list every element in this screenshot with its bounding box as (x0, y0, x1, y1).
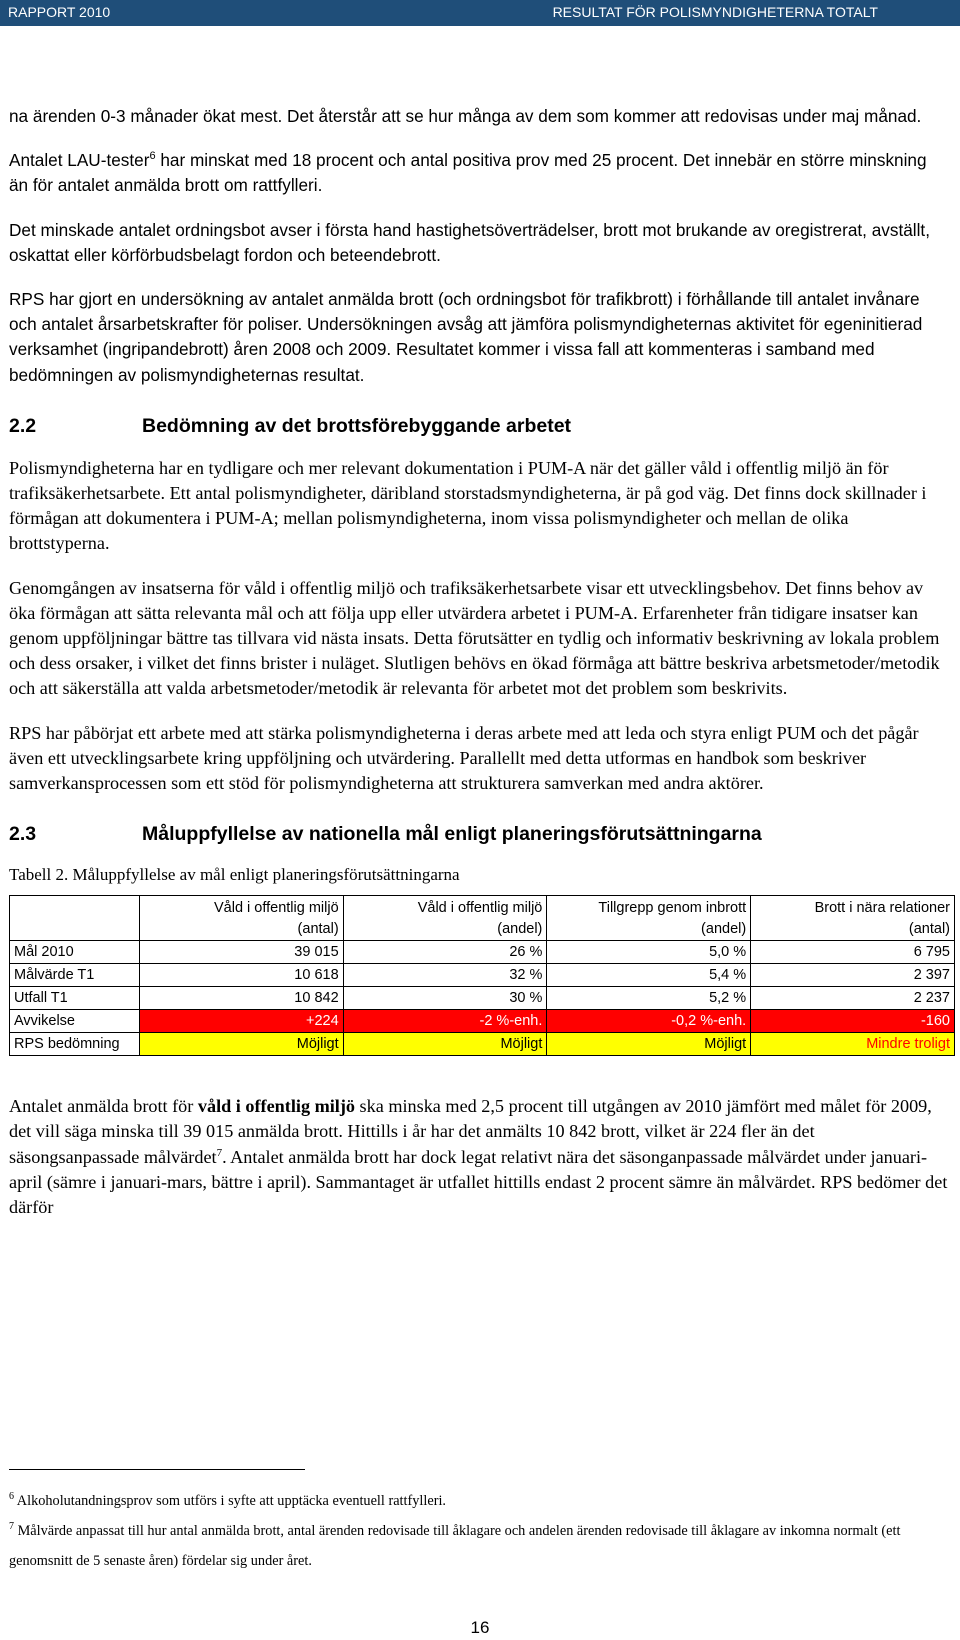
table-cell: 10 618 (139, 964, 343, 987)
paragraph-lau (9, 148, 949, 198)
text-run: ska minska med 2,5 procent till utgången av 2010 jämfört med målet för 2009, det vill säga minska till 39 015 anmälda brott. Hittills i år har det anmälts 10 842 brott, vilket är 224 fler än det säsongsanpassade målvärdet (9, 1096, 932, 1167)
assessment-cell: Möjligt (343, 1033, 547, 1056)
deviation-cell: +224 (139, 1010, 343, 1033)
header-line: Brott i nära relationer (814, 900, 950, 917)
column-header (343, 896, 547, 941)
header-line: (antal) (908, 921, 950, 938)
section-number: 2.3 (9, 823, 37, 846)
section-heading-2-2 (9, 414, 949, 438)
table-cell: 5,2 % (547, 987, 751, 1010)
goals-table (9, 895, 955, 1056)
table-cell: 26 % (343, 941, 547, 964)
paragraph-documentation: Polismyndigheterna har en tydligare och mer relevant dokumentation i PUM-A när det gäller våld i offentlig miljö än för trafiksäkerhetsarbete. Ett antal polismyndigheter, däribland storstadsmyndigheterna, är på god väg. Det finns dock skillnader i förmågan att dokumentera i PUM-A; mellan polismyndigheterna, inom vissa polismyndigheter och mellan de olika brottstyperna. (9, 457, 927, 554)
table-cell: 32 % (343, 964, 547, 987)
table-corner-cell (10, 896, 140, 941)
page-header (0, 0, 960, 26)
header-line: (antal) (297, 921, 339, 938)
table-cell: 39 015 (139, 941, 343, 964)
paragraph-violence-goal (9, 1094, 949, 1220)
section-number: 2.2 (9, 414, 37, 437)
header-line: (andel) (497, 921, 543, 938)
header-line: Våld i offentlig miljö (213, 900, 339, 917)
footnote-number: 7 (9, 1521, 14, 1532)
column-header (547, 896, 751, 941)
table-cell: 2 397 (751, 964, 955, 987)
section-title: Bedömning av det brottsförebyggande arbetet (142, 414, 572, 437)
header-line: Våld i offentlig miljö (417, 900, 543, 917)
table-row (10, 964, 955, 987)
footnote-ref-7: 7 (216, 1146, 223, 1159)
table-cell: 30 % (343, 987, 547, 1010)
column-header (751, 896, 955, 941)
header-line: Tillgrepp genom inbrott (598, 900, 747, 917)
deviation-cell: -0,2 %-enh. (547, 1010, 751, 1033)
footnote-text: Alkoholutandningsprov som utförs i syfte att upptäcka eventuell rattfylleri. (16, 1493, 447, 1509)
footnote-divider (9, 1469, 305, 1470)
paragraph-rps-survey: RPS har gjort en undersökning av antalet anmälda brott (och ordningsbot för trafikbrott) i förhållande till antalet invånare och antalet årsarbetskrafter för poliser. Undersökningen avsåg att jämföra polismyndigheternas aktivitet för egeninitierad verksamhet (ingripandebrott) åren 2008 och 2009. Resultatet kommer i vissa fall att kommenteras i samband med bedömningen av polismyndigheternas resultat. (9, 289, 923, 385)
paragraph-rps-work: RPS har påbörjat ett arbete med att stärka polismyndigheterna i deras arbete med att leda och styra enligt PUM och det pågår även ett utvecklingsarbete kring uppföljning och utvärdering. Parallellt med detta utformas en handbok som beskriver samverkansprocessen som ett stöd för polismyndigheterna att strukturera samverkan med andra aktörer. (9, 722, 919, 794)
paragraph-review: Genomgången av insatserna för våld i offentlig miljö och trafiksäkerhetsarbete visar ett utvecklingsbehov. Det finns behov av öka förmågan att sätta relevanta mål och att följa upp eller utvärdera arbetet i PUM-A. Erfarenheter från tidigare insatser kan genom uppföljningar bättre tas tillvara vid nästa insats. Detta förutsätter en tydlig och informativ beskrivning av lokala problem och dess orsaker, i vilket det finns brister i nuläget. Slutligen behövs en ökad förmåga att bättre beskriva arbetsmetoder/metodik och att säkerställa att valda arbetsmetoder/metodik är relevanta för arbetet mot det problem som beskrivits. (9, 577, 940, 699)
assessment-cell: Mindre troligt (751, 1033, 955, 1056)
assessment-cell: Möjligt (547, 1033, 751, 1056)
footnote-6 (9, 1486, 949, 1516)
paragraph-ordningsbot: Det minskade antalet ordningsbot avser i första hand hastighetsöverträdelser, brott mot brukande av oregistrerat, avställt, oskattat eller körförbudsbelagt fordon och beteendebrott. (9, 219, 930, 265)
footnotes (9, 1486, 949, 1576)
footnote-text: Målvärde anpassat till hur antal anmälda brott, antal ärenden redovisade till åklagare och andelen ärenden redovisade till åklagare av inkomna normalt (ett genomsnitt de 5 senaste åren) fördelar sig under året. (9, 1523, 901, 1569)
table-row (10, 987, 955, 1010)
assessment-cell: Möjligt (139, 1033, 343, 1056)
row-label: RPS bedömning (10, 1033, 140, 1056)
table-header-row (10, 896, 955, 941)
section-heading-2-3 (9, 822, 949, 846)
table-cell: 6 795 (751, 941, 955, 964)
row-label: Mål 2010 (10, 941, 140, 964)
header-line: (andel) (701, 921, 747, 938)
footnote-7 (9, 1516, 949, 1576)
deviation-cell: -2 %-enh. (343, 1010, 547, 1033)
text-run: har minskat med 18 procent och antal positiva prov med 25 procent. Det innebär en större minskning än för antalet anmälda brott om rattfylleri. (9, 150, 927, 196)
section-label: RESULTAT FÖR POLISMYNDIGHETERNA TOTALT (552, 4, 878, 20)
column-header (139, 896, 343, 941)
row-label: Målvärde T1 (10, 964, 140, 987)
text-run: . Antalet anmälda brott har dock legat relativt nära det säsonganpassade målvärdet under januari-april (sämre i januari-mars, bättre i april). Sammantaget är utfallet hittills endast 2 procent sämre än målvärdet. RPS bedömer det därför (9, 1146, 948, 1218)
table-cell: 5,0 % (547, 941, 751, 964)
table-row-deviation (10, 1010, 955, 1033)
table-row-assessment (10, 1033, 955, 1056)
page-number: 16 (470, 1618, 490, 1637)
section-title: Måluppfyllelse av nationella mål enligt planeringsförutsättningarna (142, 823, 762, 846)
bold-term: våld i offentlig miljö (197, 1096, 355, 1117)
table-cell: 5,4 % (547, 964, 751, 987)
table-row (10, 941, 955, 964)
text-run: Antalet LAU-tester (9, 150, 150, 171)
footnote-number: 6 (9, 1491, 14, 1502)
page-content (9, 104, 949, 1239)
footnote-ref-6: 6 (149, 150, 156, 163)
row-label: Avvikelse (10, 1010, 140, 1033)
table-caption: Tabell 2. Måluppfyllelse av mål enligt planeringsförutsättningarna (9, 865, 460, 885)
row-label: Utfall T1 (10, 987, 140, 1010)
table-cell: 2 237 (751, 987, 955, 1010)
table-cell: 10 842 (139, 987, 343, 1010)
text-run: Antalet anmälda brott för (9, 1096, 198, 1117)
paragraph-lead: na ärenden 0-3 månader ökat mest. Det återstår att se hur många av dem som kommer att redovisas under maj månad. (9, 106, 922, 126)
deviation-cell: -160 (751, 1010, 955, 1033)
report-label: RAPPORT 2010 (8, 4, 111, 20)
